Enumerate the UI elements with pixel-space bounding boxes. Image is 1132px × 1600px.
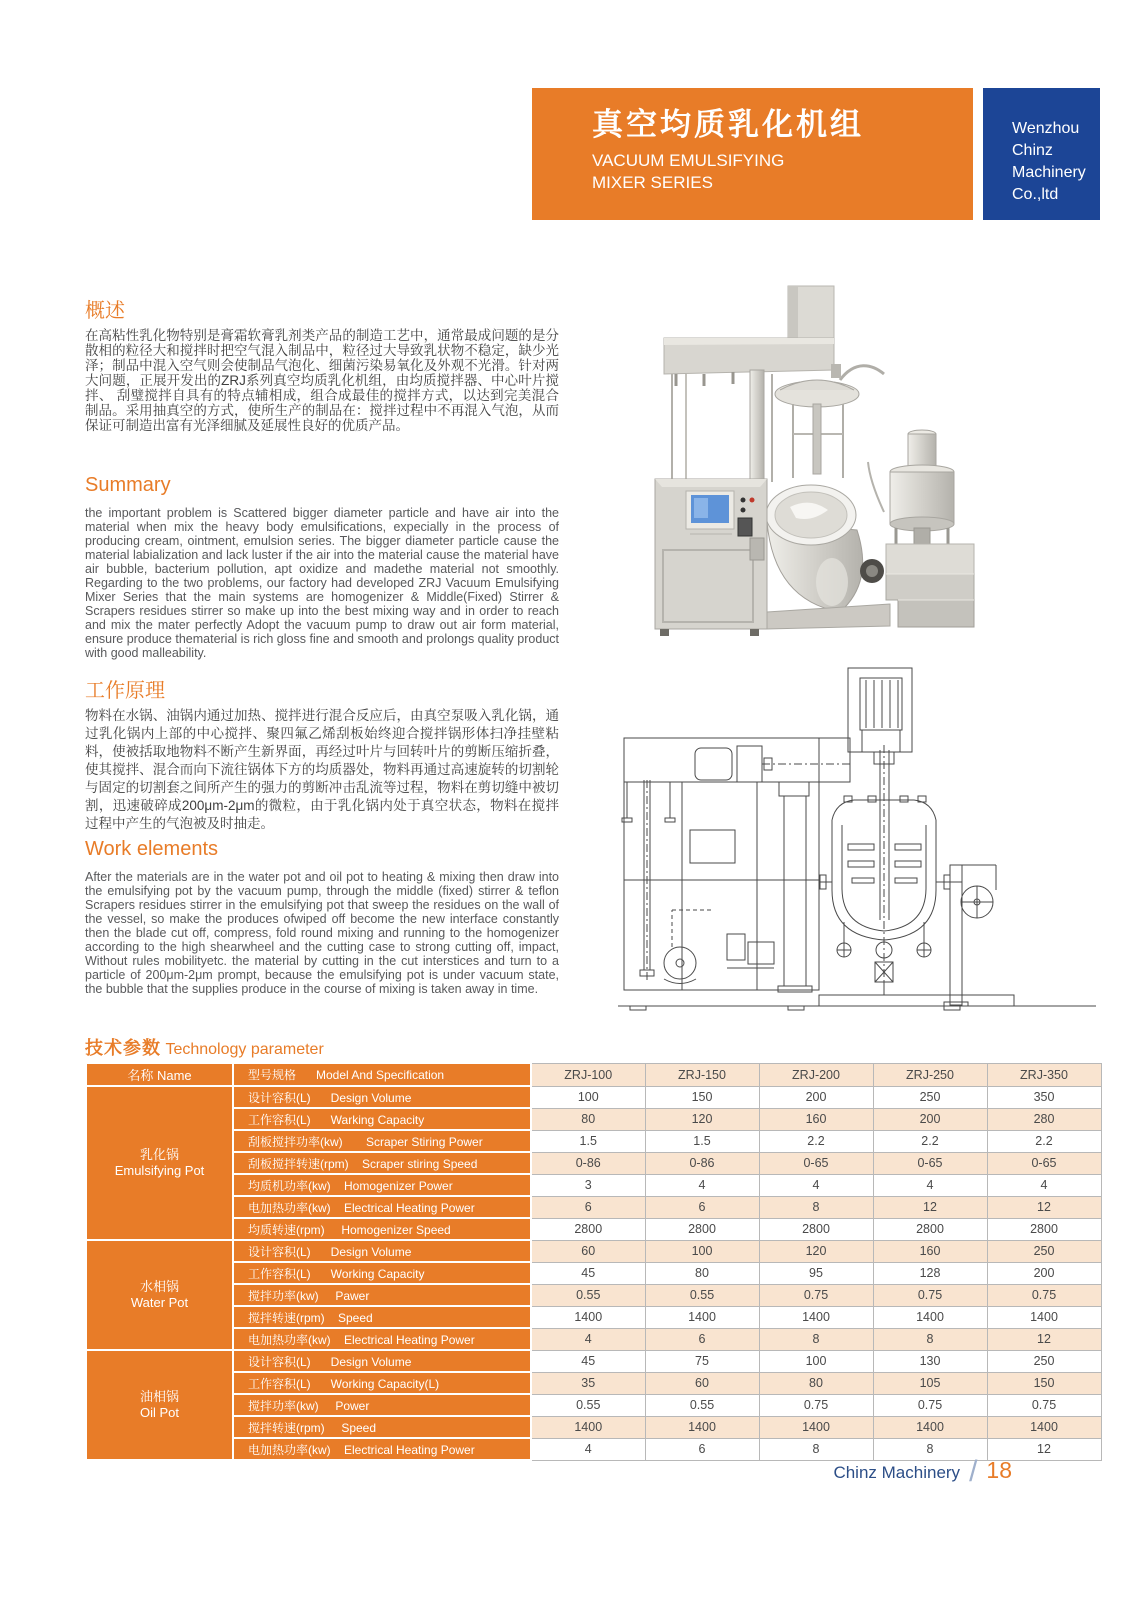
table-cell: 型号规格 Model And Specification <box>233 1063 531 1086</box>
table-cell: 2800 <box>759 1218 873 1240</box>
table-cell: 1400 <box>759 1306 873 1328</box>
work-elements-body: After the materials are in the water pot and oil pot to heating & mixing then draw into the emulsifying pot by the vacuum pump, through the middle (fixed) stirrer & teflon Scrapers residues stirrer in the emulsifying pot that sweep the residues on the wall of the vessel, so make the produces ofwiped off become the new interface constantly then the blade cut off, compress, fold round mixing and running to the homogenizer according to the high shearwheel and the cutting case to strong cutting off, impact, Without rules mobilityetc. the material by cutting in the cut interstices and turn to a particle of 200μm-2μm prompt, because the emulsifying pot is under vacuum state, the bubble that the supplies produce in the course of mixing is taken away in time. <box>85 870 559 996</box>
page-title-en-line1: VACUUM EMULSIFYING <box>592 151 785 170</box>
table-cell: 80 <box>531 1108 645 1130</box>
table-cell: 电加热功率(kw) Electrical Heating Power <box>233 1196 531 1218</box>
table-cell: 8 <box>873 1328 987 1350</box>
table-cell: 6 <box>645 1438 759 1460</box>
table-row <box>86 1130 1101 1152</box>
table-cell: 6 <box>645 1196 759 1218</box>
table-cell: 8 <box>759 1438 873 1460</box>
table-row <box>86 1372 1101 1394</box>
table-row <box>86 1306 1101 1328</box>
table-cell: 0-86 <box>645 1152 759 1174</box>
table-cell: 0-65 <box>987 1152 1101 1174</box>
table-row <box>86 1416 1101 1438</box>
table-cell: 4 <box>987 1174 1101 1196</box>
table-cell: 1.5 <box>645 1130 759 1152</box>
table-cell: ZRJ-150 <box>645 1063 759 1086</box>
table-cell: 45 <box>531 1262 645 1284</box>
tech-table <box>85 1062 1102 1461</box>
table-cell: 250 <box>987 1350 1101 1372</box>
table-cell: ZRJ-200 <box>759 1063 873 1086</box>
mixer-photo <box>600 282 1100 642</box>
table-cell: 160 <box>759 1108 873 1130</box>
table-cell: 0.75 <box>759 1284 873 1306</box>
table-cell: 0.75 <box>873 1394 987 1416</box>
table-cell: 130 <box>873 1350 987 1372</box>
table-cell: 350 <box>987 1086 1101 1108</box>
table-cell: 0.55 <box>531 1394 645 1416</box>
table-cell: 1400 <box>531 1306 645 1328</box>
table-cell: 4 <box>759 1174 873 1196</box>
table-cell: 95 <box>759 1262 873 1284</box>
table-cell: 0.75 <box>987 1284 1101 1306</box>
table-cell: 搅拌转速(rpm) Speed <box>233 1416 531 1438</box>
table-cell: 105 <box>873 1372 987 1394</box>
table-cell: 150 <box>645 1086 759 1108</box>
page-title-en <box>592 150 973 194</box>
page-title-zh: 真空均质乳化机组 <box>592 107 864 142</box>
table-cell: 1400 <box>645 1306 759 1328</box>
table-cell: 1400 <box>873 1306 987 1328</box>
company-line: Machinery <box>1012 164 1086 181</box>
table-cell: 250 <box>987 1240 1101 1262</box>
table-cell: ZRJ-350 <box>987 1063 1101 1086</box>
table-cell: 45 <box>531 1350 645 1372</box>
table-cell: 搅拌功率(kw) Pawer <box>233 1284 531 1306</box>
table-cell: 刮板搅拌转速(rpm) Scraper stiring Speed <box>233 1152 531 1174</box>
table-cell: 6 <box>645 1328 759 1350</box>
mixer-line-drawing <box>592 650 1112 1030</box>
table-cell: 0.75 <box>987 1394 1101 1416</box>
table-cell: 100 <box>759 1350 873 1372</box>
mixer-line-drawing-illustration <box>592 650 1112 1030</box>
table-cell: 均质转速(rpm) Homogenizer Speed <box>233 1218 531 1240</box>
table-cell: 2.2 <box>759 1130 873 1152</box>
table-cell: 120 <box>759 1240 873 1262</box>
table-cell: 刮板搅拌功率(kw) Scraper Stiring Power <box>233 1130 531 1152</box>
table-cell: 2800 <box>531 1218 645 1240</box>
table-cell: 8 <box>759 1328 873 1350</box>
table-row <box>86 1174 1101 1196</box>
footer-brand: Chinz Machinery <box>833 1463 961 1482</box>
table-cell: 12 <box>987 1438 1101 1460</box>
table-cell: 均质机功率(kw) Homogenizer Power <box>233 1174 531 1196</box>
table-cell: 100 <box>531 1086 645 1108</box>
table-row <box>86 1328 1101 1350</box>
company-line: Co.,ltd <box>1012 186 1059 203</box>
table-row <box>86 1218 1101 1240</box>
table-cell: 280 <box>987 1108 1101 1130</box>
table-cell: 120 <box>645 1108 759 1130</box>
table-cell: 0-65 <box>759 1152 873 1174</box>
table-cell: 电加热功率(kw) Electrical Heating Power <box>233 1328 531 1350</box>
table-cell: 电加热功率(kw) Electrical Heating Power <box>233 1438 531 1460</box>
table-cell: 100 <box>645 1240 759 1262</box>
table-row <box>86 1284 1101 1306</box>
work-principle-heading: 工作原理 <box>85 680 165 702</box>
table-cell: 4 <box>645 1174 759 1196</box>
table-cell: 2800 <box>987 1218 1101 1240</box>
table-cell: 0.55 <box>645 1394 759 1416</box>
table-cell: 名称 Name <box>86 1063 233 1086</box>
table-cell: 3 <box>531 1174 645 1196</box>
table-cell: 1400 <box>531 1416 645 1438</box>
table-cell: ZRJ-100 <box>531 1063 645 1086</box>
table-cell: 60 <box>645 1372 759 1394</box>
table-row <box>86 1262 1101 1284</box>
table-cell: 0.75 <box>759 1394 873 1416</box>
tech-parameter-heading <box>85 1034 324 1060</box>
table-cell: 0-65 <box>873 1152 987 1174</box>
tech-table-body <box>86 1063 1101 1460</box>
tech-parameter-heading-zh: 技术参数 <box>85 1038 161 1058</box>
page-footer <box>833 1452 1012 1486</box>
table-cell: 4 <box>531 1438 645 1460</box>
table-cell: 工作容积(L) Working Capacity(L) <box>233 1372 531 1394</box>
table-cell: 设计容积(L) Design Volume <box>233 1240 531 1262</box>
footer-slash-icon: / <box>969 1455 978 1488</box>
table-cell: 设计容积(L) Design Volume <box>233 1350 531 1372</box>
table-cell: 1400 <box>987 1306 1101 1328</box>
table-cell: 150 <box>987 1372 1101 1394</box>
table-cell: 水相锅 Water Pot <box>86 1240 233 1350</box>
table-row <box>86 1350 1101 1372</box>
table-row <box>86 1394 1101 1416</box>
table-cell: 搅拌转速(rpm) Speed <box>233 1306 531 1328</box>
table-row <box>86 1086 1101 1108</box>
summary-heading: Summary <box>85 474 171 496</box>
table-cell: 设计容积(L) Design Volume <box>233 1086 531 1108</box>
table-row <box>86 1152 1101 1174</box>
page-title-en-line2: MIXER SERIES <box>592 173 713 192</box>
company-line: Chinz <box>1012 142 1053 159</box>
table-cell: 200 <box>759 1086 873 1108</box>
table-row <box>86 1240 1101 1262</box>
table-cell: 12 <box>987 1196 1101 1218</box>
table-cell: 6 <box>531 1196 645 1218</box>
table-cell: 0.75 <box>873 1284 987 1306</box>
overview-heading: 概述 <box>85 300 125 322</box>
table-cell: 128 <box>873 1262 987 1284</box>
table-cell: 250 <box>873 1086 987 1108</box>
overview-body: 在高粘性乳化物特别是膏霜软膏乳剂类产品的制造工艺中，通常最成问题的是分散相的粒径大和搅拌时把空气混入制品中，粒径过大导致乳状物不稳定，缺少光泽；制品中混入空气则会使制品气泡化、细菌污染易氧化及外观不光滑。针对两大问题，正展开发出的ZRJ系列真空均质乳化机组，由均质搅拌器、中心叶片搅拌、 刮璧搅拌自具有的特点辅相成，组合成最佳的搅拌方式，以达到完美混合制品。采用抽真空的方式，使所生产的制品在：搅拌过程中不再混入气泡，从而保证可制造出富有光泽细腻及延展性良好的优质产品。 <box>85 328 559 433</box>
table-cell: 8 <box>873 1438 987 1460</box>
table-cell: 60 <box>531 1240 645 1262</box>
table-cell: 1400 <box>645 1416 759 1438</box>
table-cell: 4 <box>531 1328 645 1350</box>
table-cell: 35 <box>531 1372 645 1394</box>
work-elements-heading: Work elements <box>85 838 219 860</box>
table-row <box>86 1196 1101 1218</box>
table-cell: 油相锅 Oil Pot <box>86 1350 233 1460</box>
table-cell: 工作容积(L) Working Capacity <box>233 1262 531 1284</box>
table-cell: 1400 <box>873 1416 987 1438</box>
table-cell: 75 <box>645 1350 759 1372</box>
table-row <box>86 1108 1101 1130</box>
table-header-row <box>86 1063 1101 1086</box>
summary-body: the important problem is Scattered bigger diameter particle and have air into the material when mix the heavy body emulsifications, expecially in the process of producing cream, ointment, emulsion series. The bigger diameter particle cause the material labialization and lack luster if the air into the material cause the material have air bubble, bacterium pollution, apt oxidize and madethe material not smoothly. Regarding to the two problems, our factory had developed ZRJ Vacuum Emulsifying Mixer Series that the main systems are homogenizer & Middle(Fixed) Stirrer & Scrapers residues stirrer so make up into the best mixing way and in order to reach and mix the mater perfectly Adopt the vacuum pump to draw out air form material, ensure produce thematerial is rich gloss fine and smooth and prolongs quality product with good malleability. <box>85 506 559 660</box>
table-cell: 0.55 <box>645 1284 759 1306</box>
table-cell: 4 <box>873 1174 987 1196</box>
company-badge <box>983 88 1100 220</box>
table-cell: 1400 <box>759 1416 873 1438</box>
mixer-photo-illustration <box>600 282 1100 642</box>
table-cell: 工作容积(L) Warking Capacity <box>233 1108 531 1130</box>
table-cell: 2.2 <box>987 1130 1101 1152</box>
table-cell: 0.55 <box>531 1284 645 1306</box>
tech-parameter-heading-en: Technology parameter <box>165 1041 324 1058</box>
table-cell: 2.2 <box>873 1130 987 1152</box>
table-cell: 200 <box>987 1262 1101 1284</box>
footer-page-number: 18 <box>986 1457 1012 1483</box>
table-cell: 12 <box>873 1196 987 1218</box>
company-line: Wenzhou <box>1012 120 1080 137</box>
table-cell: 1.5 <box>531 1130 645 1152</box>
table-cell: 200 <box>873 1108 987 1130</box>
table-cell: 0-86 <box>531 1152 645 1174</box>
work-principle-body: 物料在水锅、油锅内通过加热、搅拌进行混合反应后，由真空泵吸入乳化锅，通过乳化锅内上部的中心搅拌、聚四氟乙烯刮板始终迎合搅拌锅形体扫净挂壁粘料，使被括取地物料不断产生新界面，再经过叶片与回转叶片的剪断压缩折叠，使其搅拌、混合而向下流往锅体下方的均质器处，物料再通过高速旋转的切割轮与固定的切割套之间所产生的强力的剪断冲击乱流等过程，物料在剪切缝中被切割，迅速破碎成200μm-2μm的微粒，由于乳化锅内处于真空状态，物料在搅拌过程中产生的气泡被及时抽走。 <box>85 708 559 831</box>
table-cell: 12 <box>987 1328 1101 1350</box>
table-cell: 80 <box>645 1262 759 1284</box>
header-banner <box>532 88 973 220</box>
table-cell: 160 <box>873 1240 987 1262</box>
table-cell: ZRJ-250 <box>873 1063 987 1086</box>
table-cell: 2800 <box>645 1218 759 1240</box>
table-cell: 80 <box>759 1372 873 1394</box>
table-cell: 乳化锅 Emulsifying Pot <box>86 1086 233 1240</box>
table-cell: 2800 <box>873 1218 987 1240</box>
table-cell: 1400 <box>987 1416 1101 1438</box>
table-cell: 8 <box>759 1196 873 1218</box>
table-cell: 搅拌功率(kw) Power <box>233 1394 531 1416</box>
